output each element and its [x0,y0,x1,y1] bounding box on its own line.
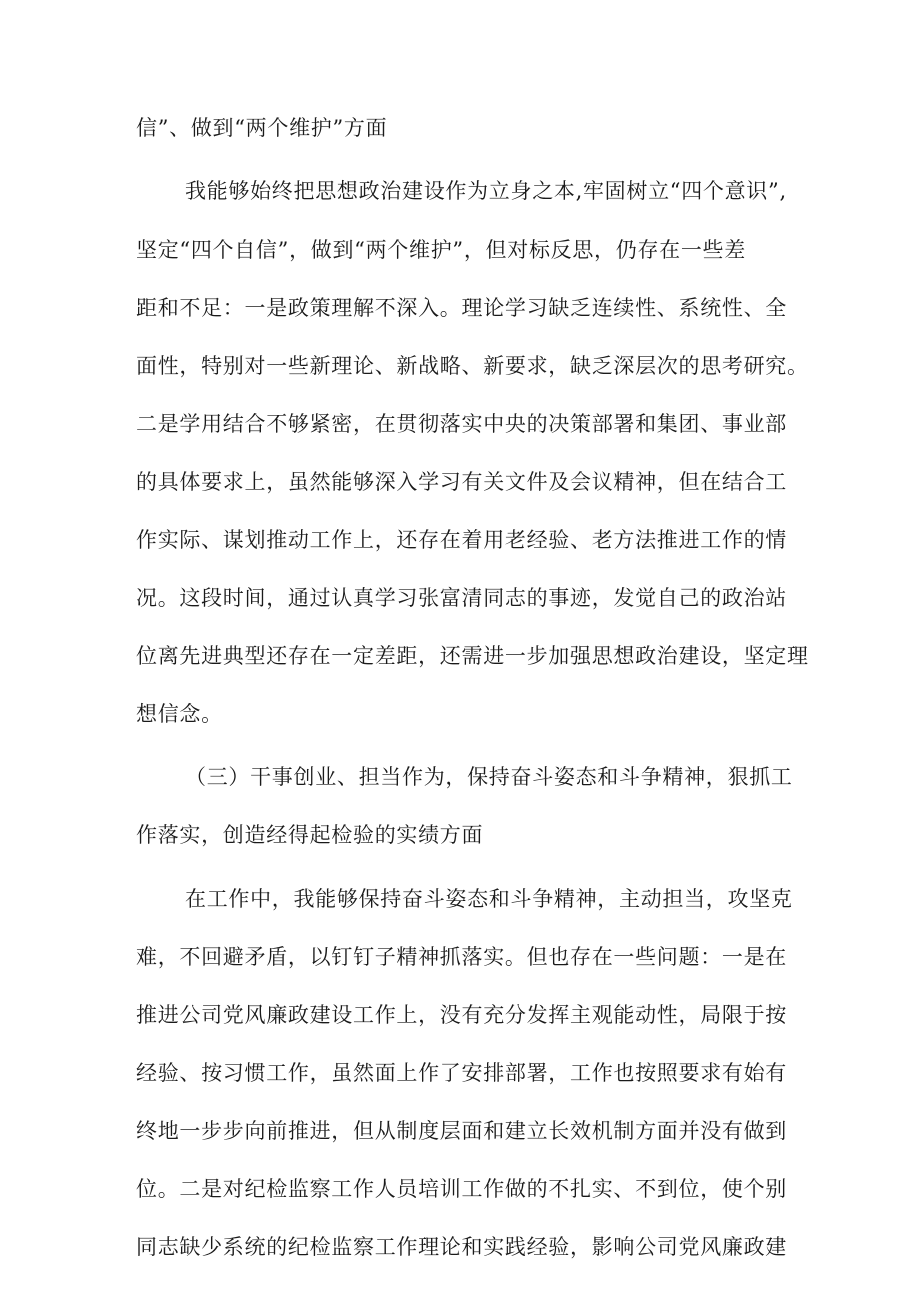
paragraph-line: 位离先进典型还存在一定差距，还需进一步加强思想政治建设，坚定理 [136,644,809,668]
paragraph-line: 况。这段时间，通过认真学习张富清同志的事迹，发觉自己的政治站 [136,586,787,610]
paragraph-line: 终地一步步向前推进，但从制度层面和建立长效机制方面并没有做到 [136,1119,787,1143]
paragraph-line: 距和不足：一是政策理解不深入。理论学习缺乏连续性、系统性、全 [136,296,787,320]
paragraph-line: 位。二是对纪检监察工作人员培训工作做的不扎实、不到位，使个别 [136,1177,787,1201]
paragraph-line: 二是学用结合不够紧密，在贯彻落实中央的决策部署和集团、事业部 [136,412,787,436]
section-heading-continuation: 信”、做到“两个维护”方面 [136,116,388,140]
paragraph-line: 想信念。 [136,702,223,726]
paragraph-line: 同志缺少系统的纪检监察工作理论和实践经验，影响公司党风廉政建 [136,1235,787,1259]
paragraph-line: 经验、按习惯工作，虽然面上作了安排部署，工作也按照要求有始有 [136,1061,787,1085]
section-heading: （三）干事创业、担当作为，保持奋斗姿态和斗争精神，狠抓工 [185,765,793,789]
section-heading: 作落实，创造经得起检验的实绩方面 [136,823,484,847]
paragraph-line: 作实际、谋划推动工作上，还存在着用老经验、老方法推进工作的情 [136,528,787,552]
paragraph-line: 面性，特别对一些新理论、新战略、新要求，缺乏深层次的思考研究。 [136,354,809,378]
paragraph-line: 推进公司党风廉政建设工作上，没有充分发挥主观能动性，局限于按 [136,1003,787,1027]
paragraph-line: 我能够始终把思想政治建设作为立身之本,牢固树立“四个意识”, [185,179,787,203]
paragraph-line: 难，不回避矛盾，以钉钉子精神抓落实。但也存在一些问题：一是在 [136,945,787,969]
paragraph-line: 的具体要求上，虽然能够深入学习有关文件及会议精神，但在结合工 [136,470,787,494]
paragraph-line: 在工作中，我能够保持奋斗姿态和斗争精神，主动担当，攻坚克 [185,887,793,911]
paragraph-line: 坚定“四个自信”，做到“两个维护”，但对标反思，仍存在一些差 [136,238,746,262]
